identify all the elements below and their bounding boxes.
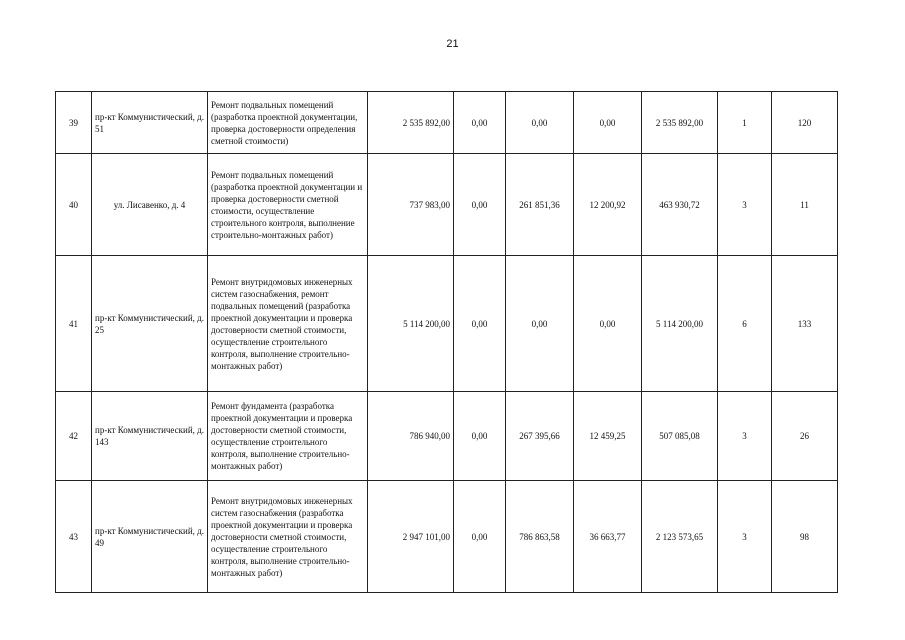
table-row	[56, 256, 838, 392]
value-cell-2: 267 395,66	[506, 392, 574, 481]
row-number: 40	[56, 154, 92, 256]
value-cell-4: 463 930,72	[642, 154, 718, 256]
work-description-cell: Ремонт подвальных помещений (разработка проектной документации и проверка достоверности сметной стоимости, осуществление строительного контроля, выполнение строительно-монтажных работ)	[208, 154, 368, 256]
value-cell-2: 0,00	[506, 92, 574, 154]
value-cell-2: 0,00	[506, 256, 574, 392]
total-cost-cell: 2 947 101,00	[368, 481, 454, 593]
row-number: 43	[56, 481, 92, 593]
address-cell: пр-кт Коммунистический, д. 143	[92, 392, 208, 481]
value-cell-2: 786 863,58	[506, 481, 574, 593]
work-description-cell: Ремонт внутридомовых инженерных систем газоснабжения, ремонт подвальных помещений (разработка проектной документации и проверка достоверности сметной стоимости, осуществление строительного контроля, выполнение строительно-монтажных работ)	[208, 256, 368, 392]
value-cell-3: 12 459,25	[574, 392, 642, 481]
page-number: 21	[446, 38, 459, 50]
value-cell-1: 0,00	[454, 392, 506, 481]
count-cell-2: 26	[772, 392, 838, 481]
address-cell: пр-кт Коммунистический, д. 51	[92, 92, 208, 154]
table-row	[56, 154, 838, 256]
address-cell: пр-кт Коммунистический, д. 49	[92, 481, 208, 593]
row-number: 39	[56, 92, 92, 154]
value-cell-3: 12 200,92	[574, 154, 642, 256]
value-cell-4: 2 123 573,65	[642, 481, 718, 593]
value-cell-1: 0,00	[454, 92, 506, 154]
count-cell-2: 11	[772, 154, 838, 256]
total-cost-cell: 737 983,00	[368, 154, 454, 256]
table-row	[56, 392, 838, 481]
count-cell-2: 120	[772, 92, 838, 154]
repair-program-table	[55, 91, 838, 593]
value-cell-4: 5 114 200,00	[642, 256, 718, 392]
total-cost-cell: 786 940,00	[368, 392, 454, 481]
row-number: 42	[56, 392, 92, 481]
address-cell: ул. Лисавенко, д. 4	[92, 154, 208, 256]
address-cell: пр-кт Коммунистический, д. 25	[92, 256, 208, 392]
count-cell-1: 3	[718, 392, 772, 481]
value-cell-1: 0,00	[454, 256, 506, 392]
table-row	[56, 481, 838, 593]
work-description-cell: Ремонт подвальных помещений (разработка проектной документации, проверка достоверности определения сметной стоимости)	[208, 92, 368, 154]
total-cost-cell: 5 114 200,00	[368, 256, 454, 392]
value-cell-3: 36 663,77	[574, 481, 642, 593]
value-cell-1: 0,00	[454, 154, 506, 256]
count-cell-1: 3	[718, 154, 772, 256]
value-cell-4: 507 085,08	[642, 392, 718, 481]
count-cell-2: 98	[772, 481, 838, 593]
value-cell-4: 2 535 892,00	[642, 92, 718, 154]
count-cell-1: 1	[718, 92, 772, 154]
value-cell-3: 0,00	[574, 92, 642, 154]
row-number: 41	[56, 256, 92, 392]
total-cost-cell: 2 535 892,00	[368, 92, 454, 154]
count-cell-1: 3	[718, 481, 772, 593]
value-cell-1: 0,00	[454, 481, 506, 593]
work-description-cell: Ремонт фундамента (разработка проектной документации и проверка достоверности сметной стоимости, осуществление строительного контроля, выполнение строительно-монтажных работ)	[208, 392, 368, 481]
count-cell-1: 6	[718, 256, 772, 392]
value-cell-3: 0,00	[574, 256, 642, 392]
count-cell-2: 133	[772, 256, 838, 392]
table-row	[56, 92, 838, 154]
value-cell-2: 261 851,36	[506, 154, 574, 256]
work-description-cell: Ремонт внутридомовых инженерных систем газоснабжения (разработка проектной документации и проверка достоверности сметной стоимости, осуществление строительного контроля, выполнение строительно-монтажных работ)	[208, 481, 368, 593]
